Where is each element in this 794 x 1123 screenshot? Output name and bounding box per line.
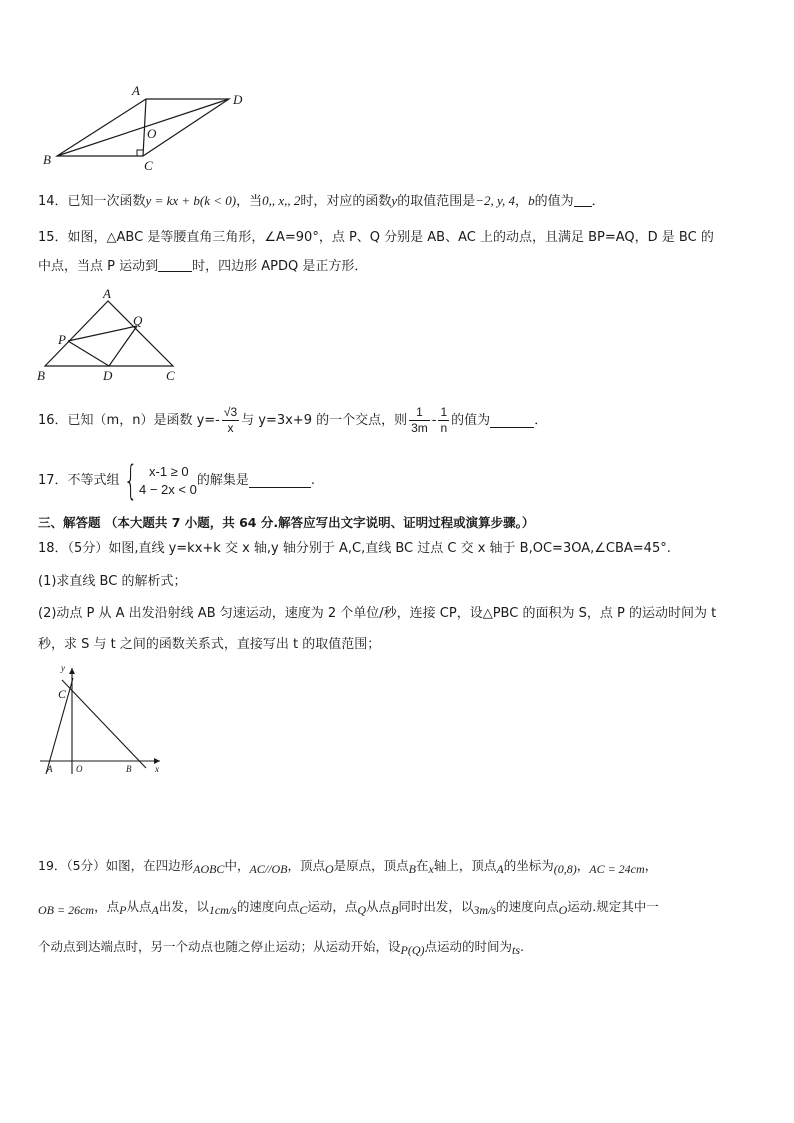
q19-math: 3m/s (473, 903, 497, 917)
q14-answer-blank[interactable] (574, 192, 592, 207)
question-18-part-2-line-1: (2)动点 P 从 A 出发沿射线 AB 匀速运动，速度为 2 个单位/秒，连接 CP，设△PBC 的面积为 S，点 P 的运动时间为 t (38, 606, 717, 621)
question-14: 14．已知一次函数y = kx + b(k < 0)，当0,, x,, 2时，对应的函数y的取值范围是−2, y, 4，b的值为 ． (38, 193, 605, 209)
label-d: D (103, 368, 113, 383)
q17-end: . (310, 473, 315, 488)
q19-math: OB = 26cm (38, 903, 95, 917)
q14-text: ， (515, 194, 529, 209)
q14-text: 时，对应的函数 (300, 194, 392, 209)
question-16 (38, 398, 758, 444)
q19-math: AC//OB (249, 862, 288, 876)
q19-math: A (496, 862, 504, 876)
y-axis-arrow-icon (69, 668, 75, 674)
q19-math: x (428, 862, 434, 876)
q17-answer-blank[interactable] (249, 473, 311, 488)
label-d: D (233, 92, 243, 107)
q19-math: P(Q) (400, 943, 425, 957)
q19-math: 1cm/s (208, 903, 237, 917)
brace-icon: { (123, 457, 138, 504)
q19-math: B (391, 903, 399, 917)
question-19-line-3: 个动点到达端点时，另一个动点也随之停止运动；从运动开始，设P(Q)点运动的时间为ts. (38, 939, 525, 957)
q16-text: 的值为 (451, 413, 491, 428)
q14-function: y = kx + b(k < 0) (145, 193, 237, 208)
q14-condition: 0,, x,, 2 (262, 193, 301, 208)
question-18-part-2-line-2: 秒，求 S 与 t 之间的函数关系式，直接写出 t 的取值范围； (38, 637, 381, 652)
label-c: C (144, 158, 153, 173)
q19-math: B (408, 862, 417, 876)
q19-math: AC = 24cm (589, 862, 645, 876)
question-18-part-1: (1)求直线 BC 的解析式； (38, 574, 187, 589)
label-a: A (103, 288, 111, 301)
q19-math: A (151, 903, 159, 917)
q14-text: 的取值范围是 (397, 194, 476, 209)
q14-number: 14．已知一次函数 (38, 194, 146, 209)
question-19-line-2: OB = 26cm，点P从点A出发，以1cm/s的速度向点C运动，点Q从点B同时出发，以3m/s的速度向点O运动.规定其中一 (38, 899, 659, 917)
label-p: P (58, 332, 66, 347)
segment-pq (68, 326, 137, 341)
q16-minus: - (431, 413, 437, 428)
figure-parallelogram (36, 80, 256, 175)
q17-text: 17．不等式组 (38, 473, 120, 488)
label-c: C (58, 687, 67, 701)
question-15-line-2 (38, 257, 758, 277)
q14-b-var: b (528, 193, 535, 208)
label-o: O (76, 764, 83, 774)
q15-answer-blank[interactable] (158, 257, 192, 272)
q16-text: 与 y=3x+9 的一个交点，则 (241, 413, 408, 428)
q19-math: (0,8) (553, 862, 577, 876)
label-q: Q (133, 313, 143, 328)
q19-math: O (558, 903, 568, 917)
q16-fraction-sqrt3-over-x: $\frac{√3}{x}$ (223, 405, 238, 435)
label-o: O (147, 126, 157, 141)
q14-range: −2, y, 4 (475, 193, 516, 208)
q19-math: Q (357, 903, 367, 917)
q19-math: ts (512, 943, 521, 957)
label-b: B (43, 152, 51, 167)
q17-text: 的解集是 (196, 473, 249, 488)
figure-triangle (34, 288, 184, 383)
q19-math: O (324, 862, 334, 876)
label-y: y (61, 663, 65, 673)
q14-text: ，当 (236, 194, 263, 209)
q14-y-var: y (391, 193, 398, 208)
label-b: B (126, 764, 132, 774)
q17-inequality-system: x-1 ≥ 0 4 − 2x < 0 (139, 463, 197, 497)
q16-fraction-1-over-3m: $\frac{1}{3m}$ (411, 405, 428, 435)
label-x: x (155, 764, 159, 774)
q14-text: 的值为 (534, 194, 574, 209)
question-15-line-1: 15．如图，△ABC 是等腰直角三角形，∠A=90°，点 P、Q 分别是 AB、AC 上的动点，且满足 BP=AQ，D 是 BC 的 (38, 230, 714, 245)
label-b: B (37, 368, 45, 383)
q16-answer-blank[interactable] (490, 413, 534, 428)
q16-text: 16．已知（m，n）是函数 y=- (38, 413, 220, 428)
section-3-heading: 三、解答题 （本大题共 7 小题，共 64 分.解答应写出文字说明、证明过程或演算步骤。） (38, 515, 535, 530)
line-bc (62, 680, 146, 768)
q16-fraction-1-over-n: $\frac{1}{n}$ (440, 405, 448, 435)
question-17 (38, 459, 758, 503)
question-18-line-1: 18．（5分）如图,直线 y=kx+k 交 x 轴,y 轴分别于 A,C,直线 BC 过点 C 交 x 轴于 B,OC=3OA,∠CBA=45°. (38, 541, 671, 556)
question-19-line-1: 19．（5分）如图，在四边形AOBC中，AC//OB，顶点O是原点，顶点B在x轴上，顶点A的坐标为(0,8)，AC = 24cm， (38, 858, 658, 876)
q19-math: C (299, 903, 308, 917)
q19-math: AOBC (193, 862, 225, 876)
q15-text: 中点，当点 P 运动到 (38, 259, 159, 274)
label-a: A (132, 83, 140, 98)
q19-math: P (119, 903, 127, 917)
label-c: C (166, 368, 175, 383)
figure-coordinate-graph (36, 660, 176, 780)
label-a: A (47, 764, 53, 774)
q15-text: 时，四边形 APDQ 是正方形． (192, 259, 368, 274)
right-angle-mark (137, 150, 143, 156)
q16-end: ． (534, 413, 548, 428)
